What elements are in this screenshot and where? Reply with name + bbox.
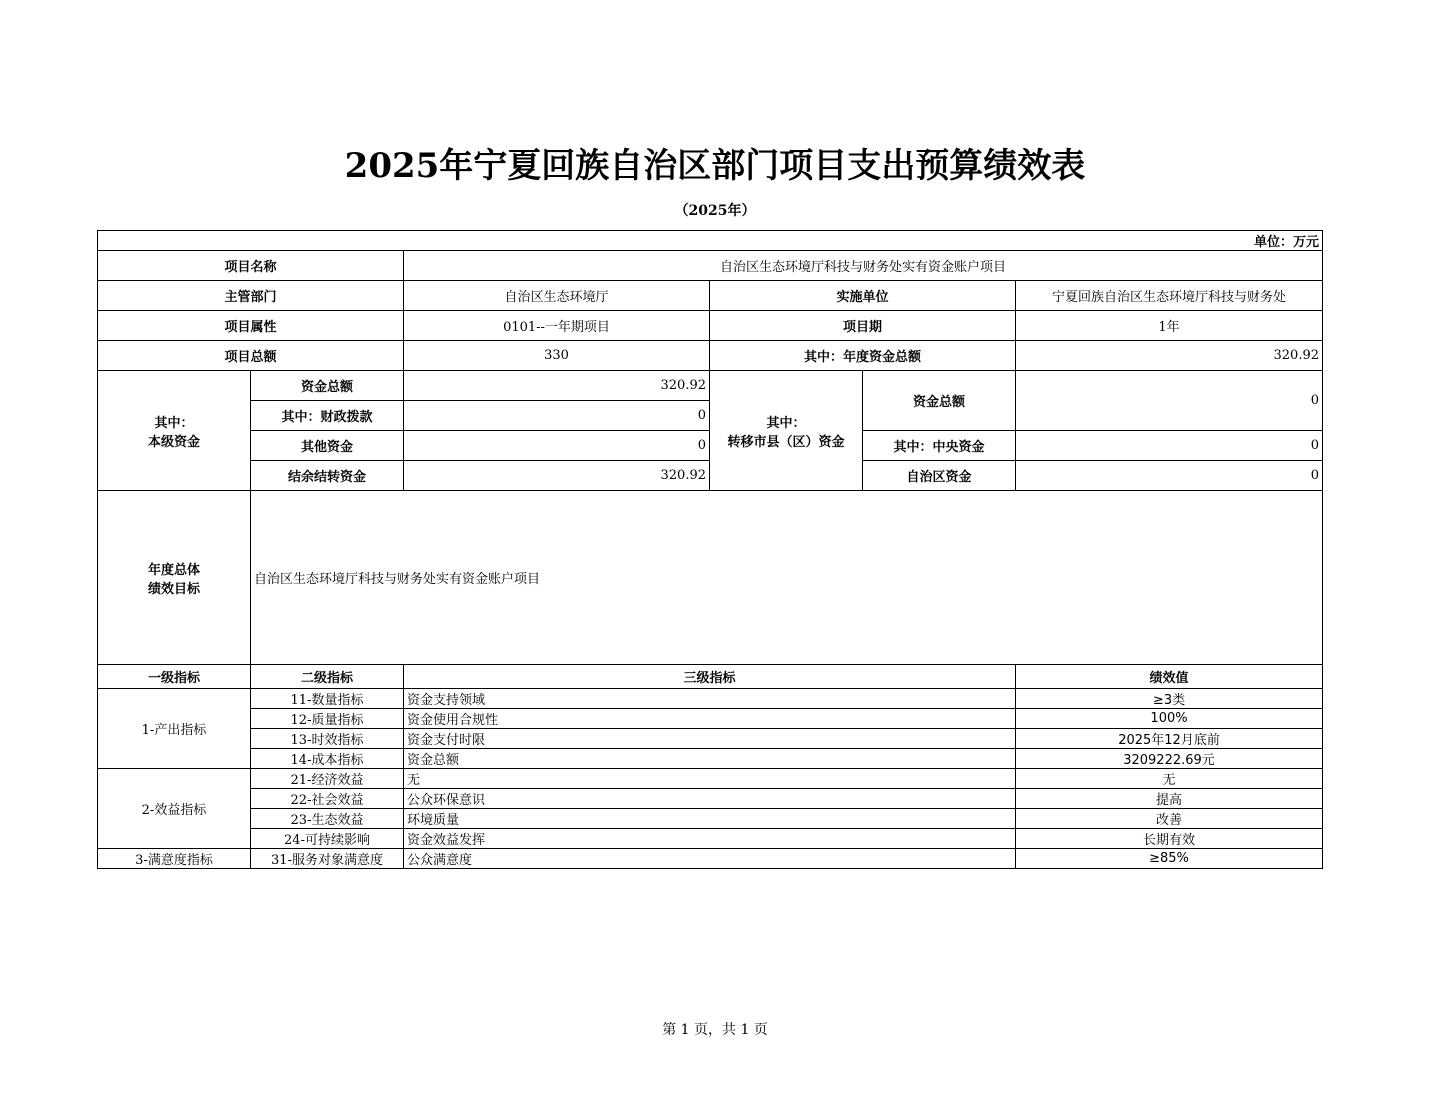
group-satisfaction-label: 3-满意度指标: [98, 849, 251, 869]
total-value: 330: [404, 341, 710, 371]
attr-value: 0101--一年期项目: [404, 311, 710, 341]
header-level2: 二级指标: [251, 665, 404, 689]
table-row-value: 无: [1016, 769, 1323, 789]
table-row-level3: 环境质量: [404, 809, 1016, 829]
table-row-level3: 资金支持领域: [404, 689, 1016, 709]
header-value: 绩效值: [1016, 665, 1323, 689]
transfer-total-value: 0: [1016, 371, 1323, 431]
local-carryover-label: 结余结转资金: [251, 461, 404, 491]
local-other-label: 其他资金: [251, 431, 404, 461]
table-row-value: 100%: [1016, 709, 1323, 729]
local-fiscal-value: 0: [404, 401, 710, 431]
dept-value: 自治区生态环境厅: [404, 281, 710, 311]
table-row-value: 长期有效: [1016, 829, 1323, 849]
transfer-central-value: 0: [1016, 431, 1323, 461]
transfer-region-value: 0: [1016, 461, 1323, 491]
project-name-value: 自治区生态环境厅科技与财务处实有资金账户项目: [404, 251, 1323, 281]
local-fiscal-label: 其中：财政拨款: [251, 401, 404, 431]
goal-label-line2: 绩效目标: [147, 581, 200, 597]
local-funds-label-line2: 本级资金: [147, 434, 200, 450]
transfer-funds-label-line1: 其中：: [766, 415, 806, 431]
page-title: 2025年宁夏回族自治区部门项目支出预算绩效表: [344, 146, 1086, 186]
local-funds-label: [98, 371, 251, 491]
annual-label: 其中：年度资金总额: [710, 341, 1016, 371]
impl-label: 实施单位: [710, 281, 1016, 311]
table-row-level2: 23-生态效益: [251, 809, 404, 829]
annual-value: 320.92: [1016, 341, 1323, 371]
local-funds-label-line1: 其中：: [154, 415, 194, 431]
local-carryover-value: 320.92: [404, 461, 710, 491]
table-row-value: 2025年12月底前: [1016, 729, 1323, 749]
table-row-level2: 24-可持续影响: [251, 829, 404, 849]
table-row-level2: 22-社会效益: [251, 789, 404, 809]
page-footer: 第 1 页，共 1 页: [662, 1022, 768, 1038]
local-other-value: 0: [404, 431, 710, 461]
table-row-value: 改善: [1016, 809, 1323, 829]
table-row-level2: 11-数量指标: [251, 689, 404, 709]
table-row-level3: 公众满意度: [404, 849, 1016, 869]
transfer-funds-label: [710, 371, 863, 491]
table-row-level3: 资金效益发挥: [404, 829, 1016, 849]
table-row-level3: 资金使用合规性: [404, 709, 1016, 729]
group-output-label: 1-产出指标: [98, 689, 251, 769]
unit-label: 单位：万元: [98, 231, 1323, 251]
period-value: 1年: [1016, 311, 1323, 341]
header-level3: 三级指标: [404, 665, 1016, 689]
local-total-value: 320.92: [404, 371, 710, 401]
table-row-value: 提高: [1016, 789, 1323, 809]
goal-text: 自治区生态环境厅科技与财务处实有资金账户项目: [251, 491, 1323, 665]
group-benefit-label: 2-效益指标: [98, 769, 251, 849]
header-level1: 一级指标: [98, 665, 251, 689]
table-row-level2: 13-时效指标: [251, 729, 404, 749]
transfer-region-label: 自治区资金: [863, 461, 1016, 491]
table-row-level3: 公众环保意识: [404, 789, 1016, 809]
table-row-level2: 21-经济效益: [251, 769, 404, 789]
table-row-value: ≥3类: [1016, 689, 1323, 709]
table-row-level3: 无: [404, 769, 1016, 789]
table-row-value: 3209222.69元: [1016, 749, 1323, 769]
local-total-label: 资金总额: [251, 371, 404, 401]
table-row-level2: 14-成本指标: [251, 749, 404, 769]
table-row-level2: 31-服务对象满意度: [251, 849, 404, 869]
period-label: 项目期: [710, 311, 1016, 341]
page-subtitle: （2025年）: [674, 203, 756, 219]
attr-label: 项目属性: [98, 311, 404, 341]
dept-label: 主管部门: [98, 281, 404, 311]
transfer-central-label: 其中：中央资金: [863, 431, 1016, 461]
table-row-level2: 12-质量指标: [251, 709, 404, 729]
project-name-label: 项目名称: [98, 251, 404, 281]
budget-table: [97, 230, 1323, 869]
table-row-value: ≥85%: [1016, 849, 1323, 869]
total-label: 项目总额: [98, 341, 404, 371]
table-row-level3: 资金总额: [404, 749, 1016, 769]
transfer-funds-label-line2: 转移市县（区）资金: [727, 434, 845, 450]
goal-label-line1: 年度总体: [147, 562, 200, 578]
goal-label: [98, 491, 251, 665]
table-row-level3: 资金支付时限: [404, 729, 1016, 749]
transfer-total-label: 资金总额: [863, 371, 1016, 431]
impl-value: 宁夏回族自治区生态环境厅科技与财务处: [1016, 281, 1323, 311]
